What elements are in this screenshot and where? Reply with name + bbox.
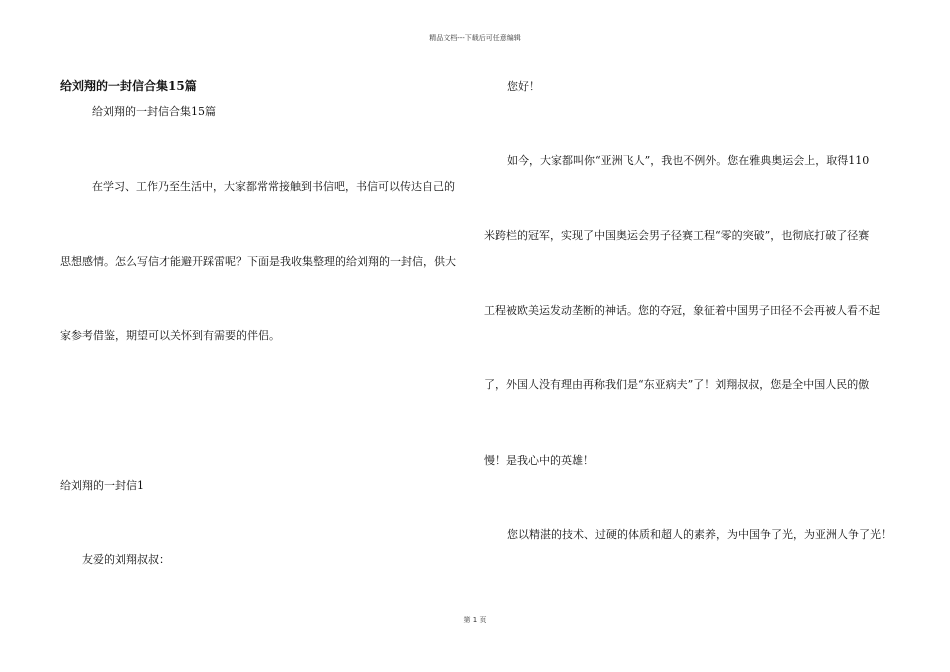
body-line-4: 了，外国人没有理由再称我们是“东亚病夫”了！刘翔叔叔，您是全中国人民的傲 [484, 378, 870, 391]
body-line-5: 慢！是我心中的英雄！ [484, 454, 594, 467]
body-line-3: 工程被欧美运发动垄断的神话。您的夺冠，象征着中国男子田径不会再被人看不起 [484, 304, 880, 317]
body-line-1: 如今，大家都叫你“亚洲飞人”，我也不例外。您在雅典奥运会上，取得110 [507, 154, 870, 167]
document-subtitle: 给刘翔的一封信合集15篇 [92, 105, 216, 118]
intro-line-3: 家参考借鉴，期望可以关怀到有需要的伴侣。 [60, 329, 280, 342]
letter-heading: 给刘翔的一封信1 [60, 479, 144, 492]
page-header: 精品文档---下载后可任意编辑 [429, 34, 521, 42]
body-line-6: 您以精湛的技术、过硬的体质和超人的素养，为中国争了光，为亚洲人争了光！ [507, 528, 892, 541]
page-number: 第 1 页 [463, 616, 487, 624]
body-line-2: 米跨栏的冠军，实现了中国奥运会男子径赛工程“零的突破”，也彻底打破了径赛 [484, 229, 870, 242]
intro-line-1: 在学习、工作乃至生活中，大家都常常接触到书信吧，书信可以传达自己的 [92, 180, 455, 193]
document-title: 给刘翔的一封信合集15篇 [60, 79, 197, 93]
letter-salutation: 友爱的刘翔叔叔： [82, 553, 170, 566]
intro-line-2: 思想感情。怎么写信才能避开踩雷呢？下面是我收集整理的给刘翔的一封信，供大 [60, 255, 456, 268]
letter-greeting: 您好！ [507, 80, 540, 93]
